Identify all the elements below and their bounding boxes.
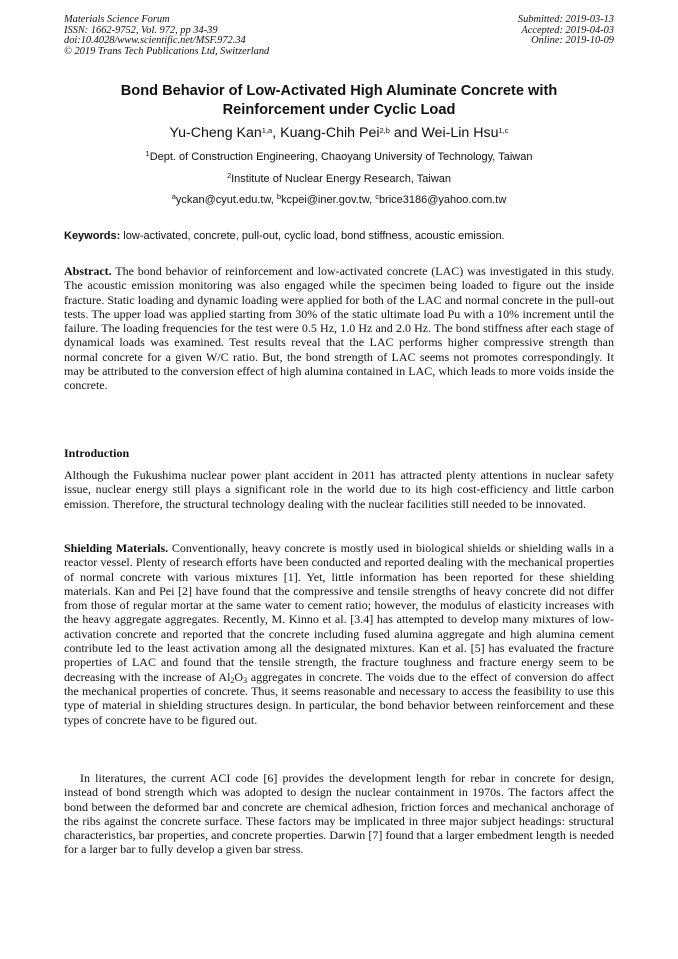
author-name: Kuang-Chih Pei bbox=[280, 125, 380, 141]
author-affiliation-mark: 2,b bbox=[379, 126, 390, 135]
email-text: kcpei@iner.gov.tw, bbox=[281, 194, 376, 206]
dates-header bbox=[518, 15, 614, 47]
shielding-text-b: aggregates in concrete. The voids due to the effect of conversion do affect the mechanical properties of concrete. Thus, it seems reasonable and necessary to access the feasibility to use this type of material in shielding structures design. In particular, the bond behavior between reinforcement and these types of concrete have to be figured out. bbox=[64, 669, 614, 727]
issn-line: ISSN: 1662-9752, Vol. 972, pp 34-39 bbox=[64, 24, 218, 36]
author-list bbox=[60, 124, 618, 142]
email-mark: a bbox=[171, 192, 176, 201]
email-text: yckan@cyut.edu.tw, bbox=[175, 194, 277, 206]
copyright-line: © 2019 Trans Tech Publications Ltd, Switzerland bbox=[64, 45, 270, 57]
email-mark: c bbox=[375, 192, 379, 201]
submitted-date: Submitted: 2019-03-13 bbox=[517, 14, 614, 25]
email-text: brice3186@yahoo.com.tw bbox=[378, 194, 507, 206]
accepted-date: Accepted: 2019-04-03 bbox=[521, 24, 614, 36]
section-heading: Introduction bbox=[64, 446, 130, 460]
keywords-text: low-activated, concrete, pull-out, cyclic load, bond stiffness, acoustic emission. bbox=[120, 230, 505, 242]
affiliation-text: Dept. of Construction Engineering, Chaoyang University of Technology, Taiwan bbox=[149, 151, 533, 163]
journal-name: Materials Science Forum bbox=[64, 14, 170, 25]
email-mark: b bbox=[276, 192, 282, 201]
affiliation-mark: 1 bbox=[145, 149, 150, 158]
author-separator: , bbox=[272, 125, 281, 141]
author-emails bbox=[40, 194, 638, 207]
affiliation-text: Institute of Nuclear Energy Research, Taiwan bbox=[231, 173, 452, 185]
online-date: Online: 2019-10-09 bbox=[531, 35, 614, 47]
shielding-text-a: Conventionally, heavy concrete is mostly used in biological shields or shielding walls in a reactor vessel. Plenty of research efforts have been conducted and reported dealing with the mechanical properties of normal concrete with various mixtures [1]. Yet, little information has been reported for these shielding materials. Kan and Pei [2] have found that the compressive and tensile strengths of heavy concrete did not differ from those of regular mortar at the same water to cement ratio; however, the modulus of elasticity increases with the heavy aggregate aggregates. Recently, M. Kinno et al. [3.4] has attempted to develop many mixtures of low-activation concrete and reported that the concrete including fused alumina aggregate and high alumina cement contribute led to the least activation among all the designated mixtures. Kan et al. [5] has evaluated the fracture properties of LAC and found that the tensile strength, the fracture toughness and fracture energy seem to be decreasing with the increase of bbox=[64, 541, 615, 684]
affiliation-2 bbox=[40, 173, 638, 186]
author-name: Yu-Cheng Kan bbox=[169, 125, 262, 141]
abstract-text: The bond behavior of reinforcement and low-activated concrete (LAC) was investigated in this study. The acoustic emission monitoring was also engaged while the specimen being loaded to figure out the inside fracture. Static loading and dynamic loading were applied for both of the LAC and normal concrete in the pull-out tests. The upper load was applied starting from 30% of the static ultimate load Pu with a 10% increment until the failure. The loading frequencies for the test were 0.5 Hz, 1.0 Hz and 2.0 Hz. The bond stiffness after each stage of dynamical loads was examined. Test results reveal that the LAC performs higher compressive strength than normal concrete for a given W/C ratio. But, the bond strength of LAC seems not promotes correspondingly. It may be attributed to the conversion effect of high alumina contained in LAC, which leads to more voids inside the concrete. bbox=[64, 264, 614, 393]
journal-header bbox=[64, 15, 269, 57]
intro-paragraph: Although the Fukushima nuclear power plant accident in 2011 has attracted plenty attentions in nuclear safety issue, nuclear energy still plays a significant role in the world due to its high cost-efficiency and little carbon emission. Therefore, the structural technology dealing with the nuclear facilities still needed to be innovated. bbox=[64, 468, 614, 511]
shielding-label: Shielding Materials. bbox=[64, 541, 169, 555]
title-line-2: Reinforcement under Cyclic Load bbox=[222, 101, 456, 118]
title-line-1: Bond Behavior of Low-Activated High Aluminate Concrete with bbox=[120, 83, 558, 99]
shielding-paragraph bbox=[64, 541, 614, 727]
paper-title bbox=[60, 82, 618, 119]
abstract-paragraph bbox=[64, 264, 614, 393]
author-separator: and bbox=[389, 125, 422, 141]
doi-line: doi:10.4028/www.scientific.net/MSF.972.34 bbox=[64, 35, 246, 47]
abstract-label: Abstract. bbox=[64, 264, 112, 278]
literature-paragraph: In literatures, the current ACI code [6] provides the development length for rebar in concrete for design, instead of bond strength which was adopted to design the nuclear containment in 1970s. The factors affect the bond between the deformed bar and concrete are chemical adhesion, friction forces and mechanical anchorage of the ribs against the concrete surface. These factors may be implicated in three major subject headings: structural characteristics, bar properties, and concrete properties. Darwin [7] found that a larger embedment length is needed for a larger bar to fully develop a given bar stress. bbox=[64, 771, 614, 857]
author-name: Wei-Lin Hsu bbox=[421, 125, 499, 141]
keywords-label: Keywords: bbox=[64, 230, 121, 242]
affiliation-mark: 2 bbox=[226, 171, 232, 180]
chemical-formula: $Al_2O_3$ bbox=[218, 669, 248, 685]
keywords bbox=[64, 230, 616, 243]
affiliation-1 bbox=[40, 151, 638, 164]
author-affiliation-mark: 1,a bbox=[261, 126, 273, 135]
author-affiliation-mark: 1,c bbox=[498, 126, 509, 135]
